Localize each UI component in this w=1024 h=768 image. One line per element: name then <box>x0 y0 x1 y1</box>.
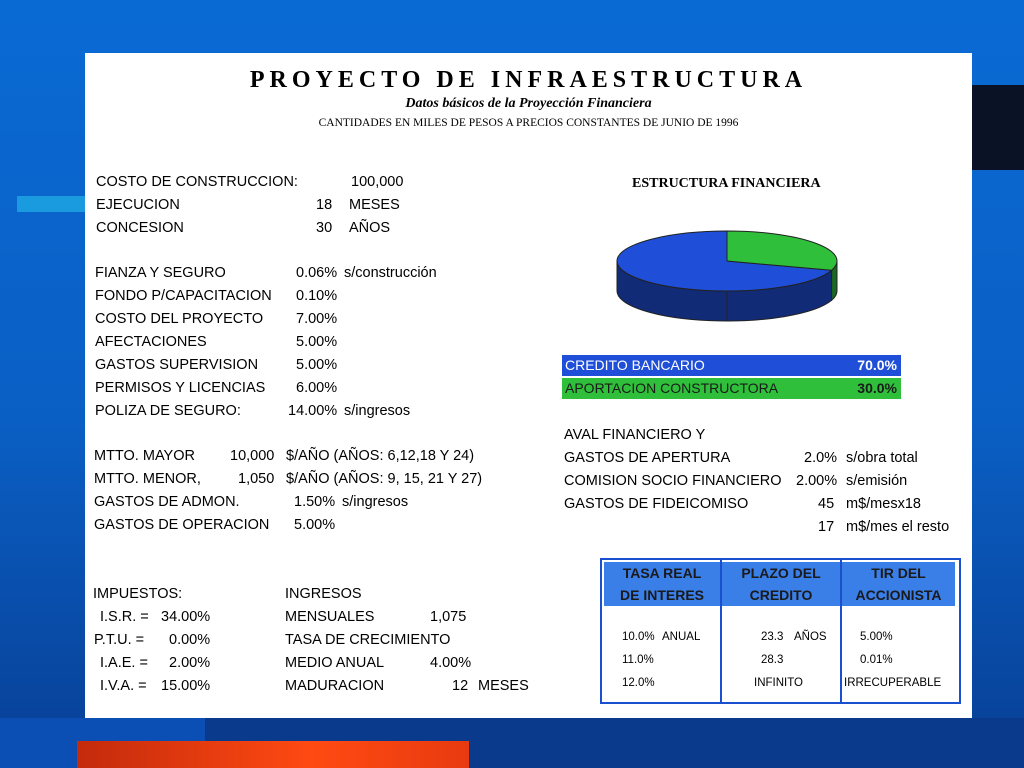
decor-cyan-bar <box>17 196 85 212</box>
plazo-unit-cell: AÑOS <box>794 631 827 643</box>
header-line: DE INTERES <box>619 587 704 603</box>
tax-value: 15.00% <box>161 678 211 694</box>
mtto-mayor-note: $/AÑO (AÑOS: 6,12,18 Y 24) <box>286 448 475 464</box>
tax-value: 2.00% <box>169 655 211 671</box>
cost-unit: s/construcción <box>344 265 437 281</box>
aval-title: AVAL FINANCIERO Y <box>564 427 706 443</box>
pie-chart <box>609 225 845 325</box>
mtto-menor-value: 1,050 <box>238 471 275 487</box>
tasa-crecimiento-label: TASA DE CRECIMIENTO <box>285 632 451 648</box>
cost-label: GASTOS SUPERVISION <box>95 357 259 373</box>
cost-value: 5.00% <box>296 334 338 350</box>
tasa-cell: 12.0% <box>622 677 655 689</box>
plazo-cell: 23.3 <box>761 631 784 643</box>
tir-cell: 5.00% <box>860 631 893 643</box>
mensuales-label: MENSUALES <box>285 609 375 625</box>
header-line: ACCIONISTA <box>855 587 942 603</box>
slide-panel <box>85 53 972 718</box>
gastos-admon-label: GASTOS DE ADMON. <box>94 494 240 510</box>
decor-dark-block <box>972 85 1024 170</box>
plazo-cell: INFINITO <box>754 677 803 689</box>
page-title: PROYECTO DE INFRAESTRUCTURA <box>249 67 808 93</box>
concesion-unit: AÑOS <box>349 220 391 236</box>
medio-anual-label: MEDIO ANUAL <box>285 655 385 671</box>
mtto-mayor-value: 10,000 <box>230 448 275 464</box>
tasa-cell: 10.0% <box>622 631 655 643</box>
tasa-unit-cell: ANUAL <box>662 631 701 643</box>
plazo-cell: 28.3 <box>761 654 784 666</box>
cost-value: 14.00% <box>288 403 338 419</box>
tax-value: 34.00% <box>161 609 211 625</box>
fideicomiso-resto-unit: m$/mes el resto <box>846 519 950 535</box>
fideicomiso-label: GASTOS DE FIDEICOMISO <box>564 496 749 512</box>
mtto-menor-label: MTTO. MENOR, <box>94 471 201 487</box>
table-header-tir <box>842 562 955 606</box>
table-header-tasa <box>604 562 720 606</box>
cost-label: AFECTACIONES <box>95 334 207 350</box>
chart-title: ESTRUCTURA FINANCIERA <box>632 176 821 191</box>
decor-red-bar <box>77 741 469 768</box>
gastos-admon-value: 1.50% <box>294 494 336 510</box>
fideicomiso-value: 45 <box>818 496 835 512</box>
mtto-menor-note: $/AÑO (AÑOS: 9, 15, 21 Y 27) <box>286 471 483 487</box>
costo-construccion-label: COSTO DE CONSTRUCCION: <box>96 174 298 190</box>
tax-label: I.S.R. = <box>100 609 149 625</box>
cost-label: FONDO P/CAPACITACION <box>95 288 272 304</box>
tax-label: I.A.E. = <box>100 655 148 671</box>
ingresos-title: INGRESOS <box>285 586 362 602</box>
units-note: CANTIDADES EN MILES DE PESOS A PRECIOS CONSTANTES DE JUNIO DE 1996 <box>318 117 739 129</box>
mtto-mayor-label: MTTO. MAYOR <box>94 448 195 464</box>
comision-unit: s/emisión <box>846 473 908 489</box>
legend-credito-value: 70.0% <box>857 357 897 373</box>
ejecucion-label: EJECUCION <box>96 197 180 213</box>
maduracion-value: 12 <box>452 678 469 694</box>
ejecucion-value: 18 <box>316 197 333 213</box>
gastos-operacion-label: GASTOS DE OPERACION <box>94 517 270 533</box>
cost-value: 5.00% <box>296 357 338 373</box>
comision-value: 2.00% <box>796 473 838 489</box>
header-line: TASA REAL <box>622 565 702 581</box>
header-line: PLAZO DEL <box>741 565 821 581</box>
gastos-admon-unit: s/ingresos <box>342 494 409 510</box>
tir-cell: IRRECUPERABLE <box>844 677 942 689</box>
page-subtitle: Datos básicos de la Proyección Financiera <box>405 96 652 111</box>
cost-label: COSTO DEL PROYECTO <box>95 311 264 327</box>
header-line: TIR DEL <box>871 565 926 581</box>
ejecucion-unit: MESES <box>349 197 400 213</box>
cost-label: POLIZA DE SEGURO: <box>95 403 241 419</box>
impuestos-title: IMPUESTOS: <box>93 586 183 602</box>
tir-cell: 0.01% <box>860 654 893 666</box>
gastos-apertura-unit: s/obra total <box>846 450 918 466</box>
cost-label: FIANZA Y SEGURO <box>95 265 226 281</box>
legend-aportacion-row <box>562 378 901 399</box>
medio-anual-value: 4.00% <box>430 655 472 671</box>
header-line: CREDITO <box>749 587 813 603</box>
table-header-plazo <box>722 562 840 606</box>
fideicomiso-unit: m$/mesx18 <box>846 496 921 512</box>
legend-credito-row <box>562 355 901 376</box>
costo-construccion-value: 100,000 <box>351 174 404 190</box>
cost-label: PERMISOS Y LICENCIAS <box>95 380 266 396</box>
rate-table <box>600 558 961 704</box>
legend-aportacion-label: APORTACION CONSTRUCTORA <box>565 380 779 396</box>
gastos-apertura-label: GASTOS DE APERTURA <box>564 450 731 466</box>
cost-value: 7.00% <box>296 311 338 327</box>
tax-label: P.T.U. = <box>94 632 145 648</box>
tasa-cell: 11.0% <box>622 654 654 666</box>
gastos-operacion-value: 5.00% <box>294 517 336 533</box>
table-divider <box>720 560 722 702</box>
gastos-apertura-value: 2.0% <box>804 450 838 466</box>
legend-credito-label: CREDITO BANCARIO <box>565 357 705 373</box>
cost-value: 0.06% <box>296 265 338 281</box>
cost-value: 6.00% <box>296 380 338 396</box>
table-divider <box>840 560 842 702</box>
cost-unit: s/ingresos <box>344 403 411 419</box>
comision-label: COMISION SOCIO FINANCIERO <box>564 473 782 489</box>
tax-value: 0.00% <box>169 632 211 648</box>
fideicomiso-resto-value: 17 <box>818 519 835 535</box>
maduracion-unit: MESES <box>478 678 529 694</box>
cost-value: 0.10% <box>296 288 338 304</box>
concesion-value: 30 <box>316 220 333 236</box>
mensuales-value: 1,075 <box>430 609 467 625</box>
tax-label: I.V.A. = <box>100 678 147 694</box>
maduracion-label: MADURACION <box>285 678 385 694</box>
legend-aportacion-value: 30.0% <box>857 380 897 396</box>
concesion-label: CONCESION <box>96 220 184 236</box>
